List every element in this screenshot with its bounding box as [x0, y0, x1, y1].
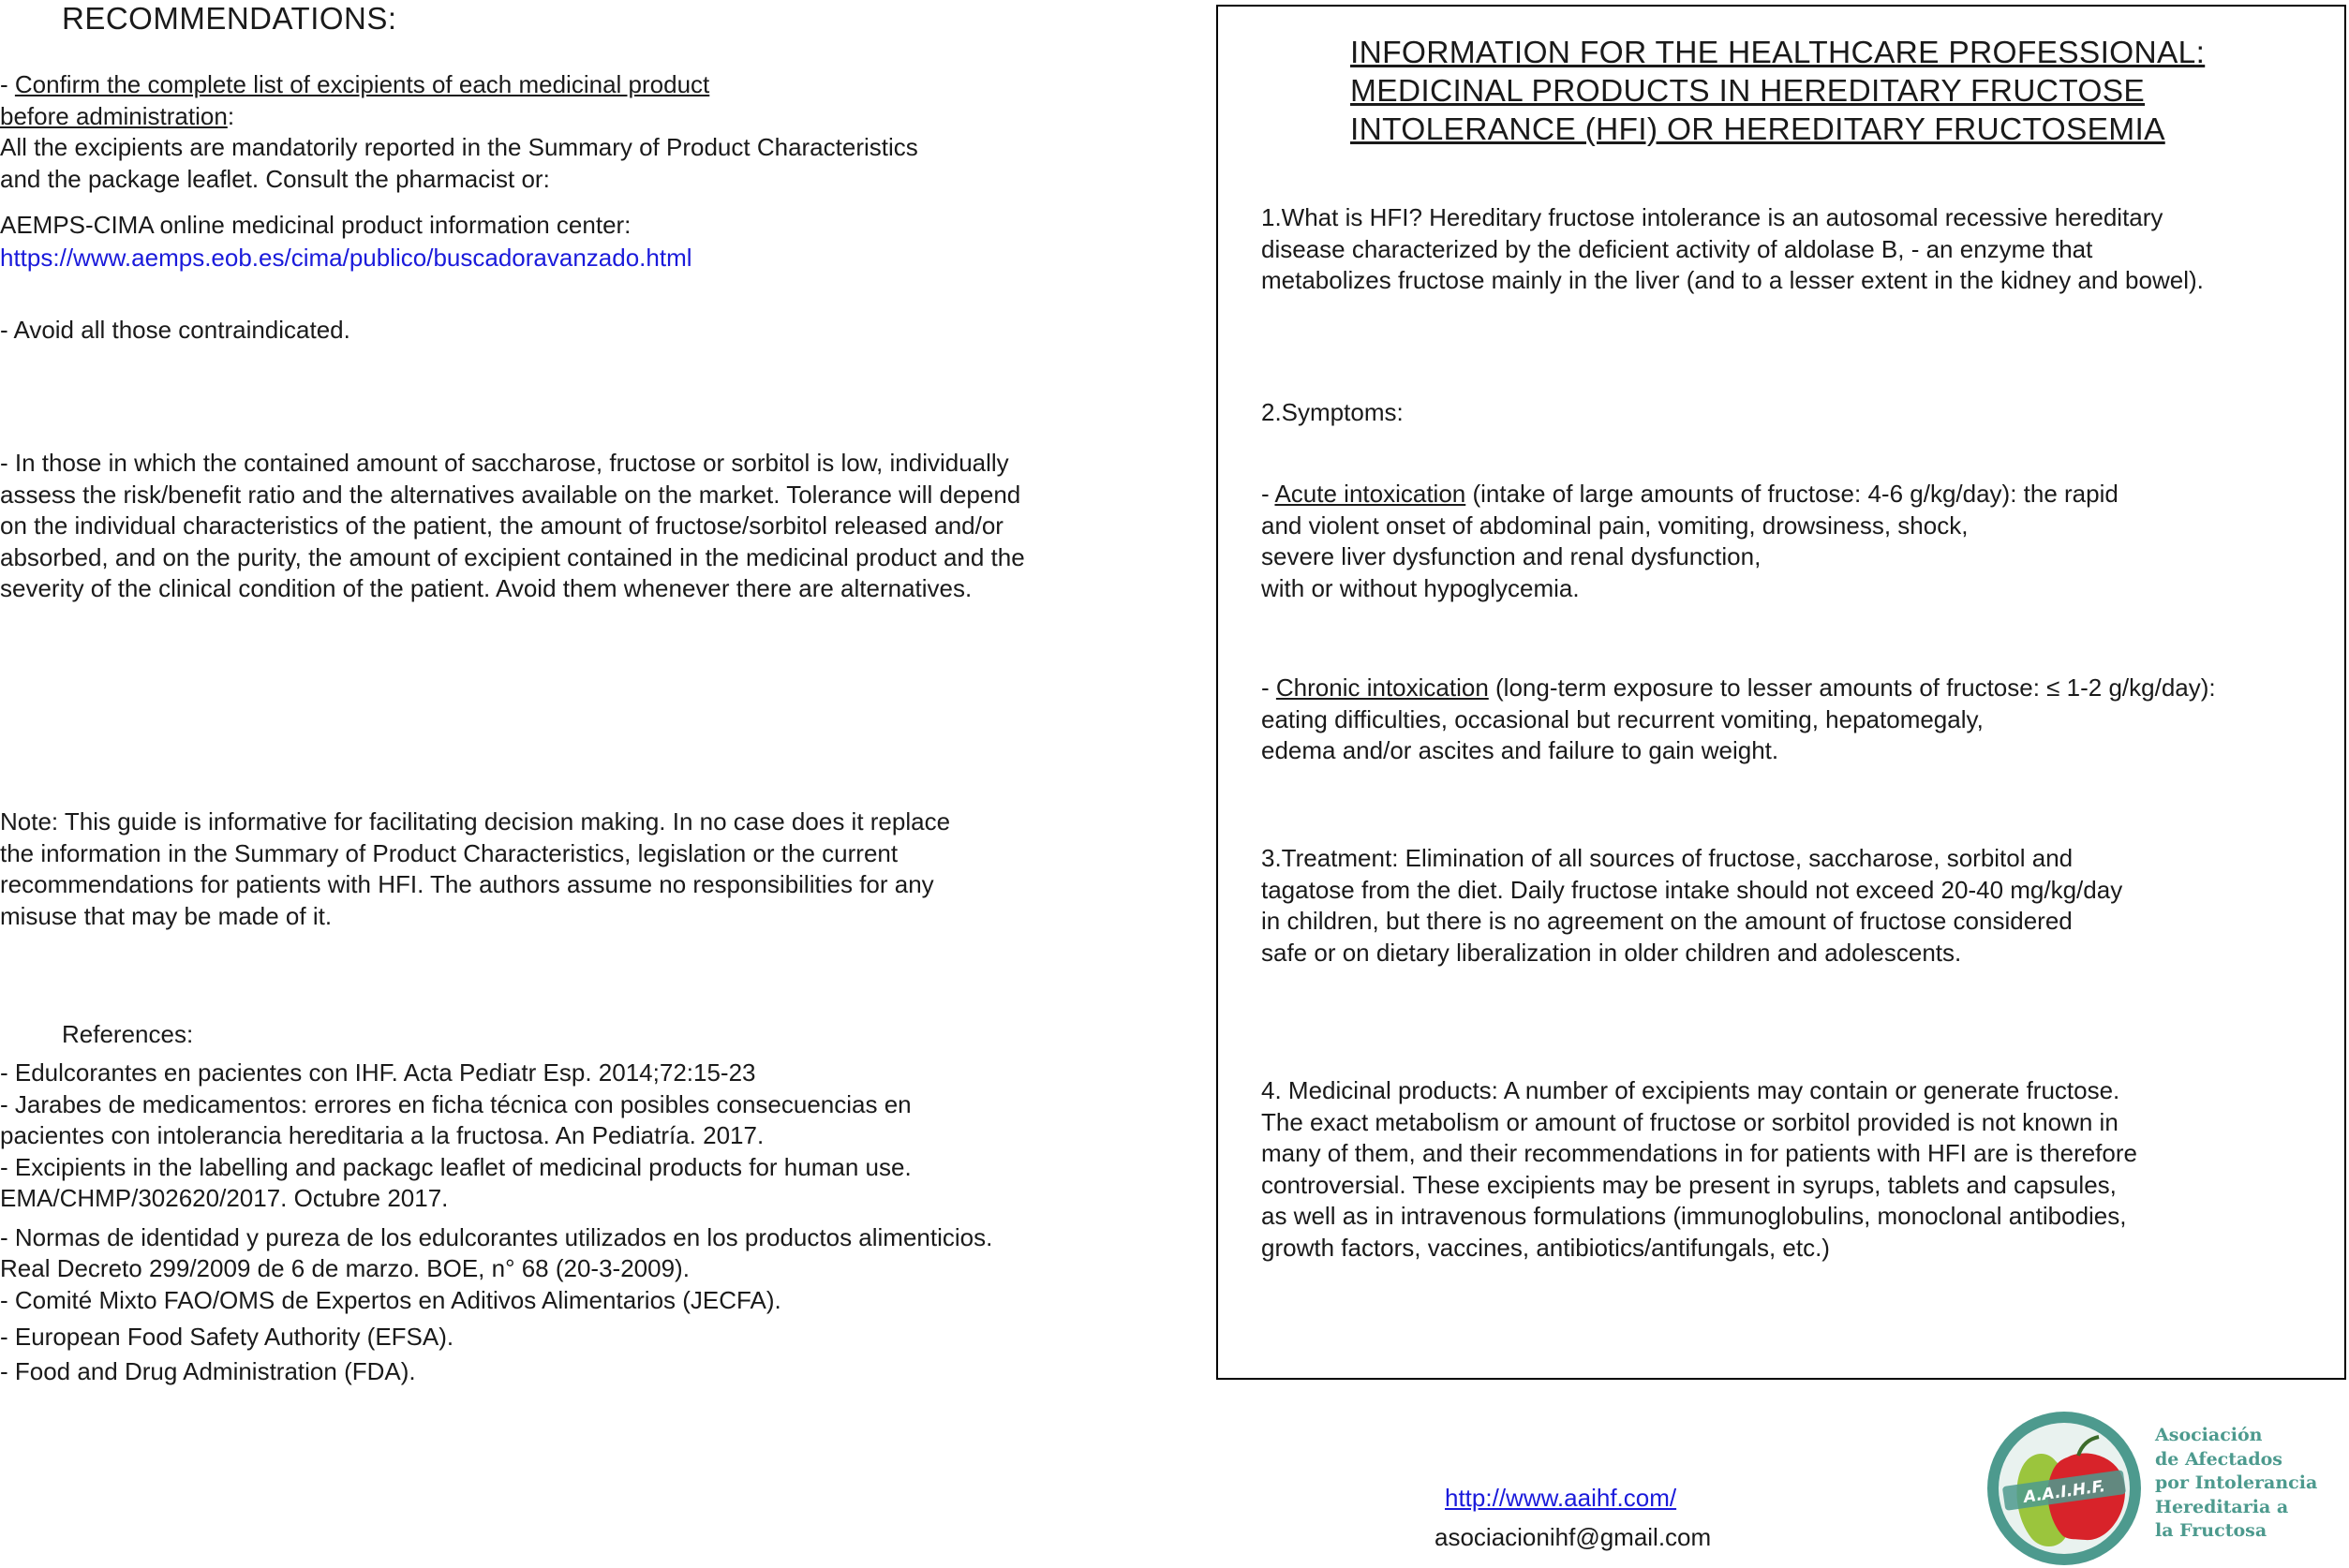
confirm-line-3: All the excipients are mandatorily reported in the Summary of Product Characteristics	[0, 133, 918, 161]
medicinal-line: many of them, and their recommendations in for patients with HFI are is therefore	[1261, 1139, 2137, 1167]
assess-line: assess the risk/benefit ratio and the alternatives available on the market. Tolerance will depend	[0, 480, 1021, 509]
acute-line: and violent onset of abdominal pain, vomiting, drowsiness, shock,	[1261, 510, 1969, 540]
confirm-line-1: - Confirm the complete list of excipients of each medicinal product	[0, 70, 710, 98]
reference-item: Real Decreto 299/2009 de 6 de marzo. BOE, n° 68 (20-3-2009).	[0, 1254, 690, 1282]
treatment-line: safe or on dietary liberalization in older children and adolescents.	[1261, 938, 1962, 967]
medicinal-products-section	[1261, 1075, 2137, 1264]
symptoms-heading: 2.Symptoms:	[1261, 398, 1404, 426]
association-name-line: la Fructosa	[2155, 1520, 2267, 1541]
treatment-section	[1261, 843, 2122, 969]
what-is-hfi-section	[1261, 202, 2204, 297]
avoid-contraindicated: - Avoid all those contraindicated.	[0, 316, 350, 344]
chronic-intoxication-term: Chronic intoxication	[1275, 673, 1489, 702]
logo-badge-text: A.A.I.H.F.	[2022, 1476, 2107, 1507]
acute-line: severe liver dysfunction and renal dysfunction,	[1261, 542, 1762, 570]
acute-intoxication-section	[1261, 479, 2119, 604]
medicinal-line: growth factors, vaccines, antibiotics/antifungals, etc.)	[1261, 1233, 1830, 1262]
assess-risk-block	[0, 448, 1025, 605]
reference-item: EMA/CHMP/302620/2017. Octubre 2017.	[0, 1184, 449, 1212]
association-logo-icon	[1985, 1409, 2144, 1568]
assess-line: on the individual characteristics of the patient, the amount of fructose/sorbitol released and/or	[0, 511, 1004, 540]
aemps-label: AEMPS-CIMA online medicinal product information center:	[0, 211, 632, 239]
references-list	[0, 1058, 992, 1387]
confirm-excipients-block	[0, 69, 918, 195]
reference-item: - Comité Mixto FAO/OMS de Expertos en Aditivos Alimentarios (JECFA).	[0, 1285, 781, 1314]
chronic-intoxication-section	[1261, 673, 2216, 767]
note-line: the information in the Summary of Product Characteristics, legislation or the current	[0, 838, 899, 867]
reference-item: - Food and Drug Administration (FDA).	[0, 1356, 416, 1385]
treatment-line: tagatose from the diet. Daily fructose intake should not exceed 20-40 mg/kg/day	[1261, 875, 2123, 904]
assess-line: severity of the clinical condition of the patient. Avoid them whenever there are alternatives.	[0, 574, 973, 602]
reference-item: pacientes con intolerancia hereditaria a la fructosa. An Pediatría. 2017.	[0, 1121, 765, 1149]
panel-title	[1350, 34, 2205, 149]
note-line: Note: This guide is informative for facilitating decision making. In no case does it replace	[0, 807, 951, 836]
aemps-link[interactable]: https://www.aemps.eob.es/cima/publico/buscadoravanzado.html	[0, 244, 692, 272]
medicinal-line: 4. Medicinal products: A number of excipients may contain or generate fructose.	[1261, 1076, 2120, 1104]
panel-title-line: INFORMATION FOR THE HEALTHCARE PROFESSIONAL:	[1350, 36, 2206, 70]
medicinal-line: The exact metabolism or amount of fructose or sorbitol provided is not known in	[1261, 1107, 2119, 1136]
reference-item: - Jarabes de medicamentos: errores en ficha técnica con posibles consecuencias en	[0, 1089, 912, 1118]
association-website-link[interactable]: http://www.aaihf.com/	[1445, 1484, 1677, 1512]
assess-line: - In those in which the contained amount of saccharose, fructose or sorbitol is low, individually	[0, 449, 1009, 477]
medicinal-line: controversial. These excipients may be present in syrups, tablets and capsules,	[1261, 1170, 2117, 1199]
panel-title-line: INTOLERANCE (HFI) OR HEREDITARY FRUCTOSEMIA	[1350, 112, 2165, 147]
association-name-line: por Intolerancia	[2155, 1472, 2318, 1493]
note-line: misuse that may be made of it.	[0, 901, 333, 930]
assess-line: absorbed, and on the purity, the amount of excipient contained in the medicinal product and the	[0, 542, 1025, 571]
references-heading: References:	[62, 1020, 194, 1048]
what-is-line: 1.What is HFI? Hereditary fructose intolerance is an autosomal recessive hereditary	[1261, 203, 2163, 231]
reference-item: - Edulcorantes en pacientes con IHF. Acta Pediatr Esp. 2014;72:15-23	[0, 1058, 756, 1087]
disclaimer-note	[0, 806, 950, 932]
association-name-line: Asociación	[2155, 1425, 2263, 1445]
what-is-line: metabolizes fructose mainly in the liver (and to a lesser extent in the kidney and bowel).	[1261, 266, 2204, 294]
association-name	[2155, 1424, 2317, 1544]
treatment-line: in children, but there is no agreement on the amount of fructose considered	[1261, 907, 2073, 935]
medicinal-line: as well as in intravenous formulations (immunoglobulins, monoclonal antibodies,	[1261, 1202, 2127, 1230]
panel-title-line: MEDICINAL PRODUCTS IN HEREDITARY FRUCTOSE	[1350, 74, 2146, 109]
note-line: recommendations for patients with HFI. The authors assume no responsibilities for any	[0, 870, 934, 898]
association-name-line: de Afectados	[2155, 1448, 2282, 1470]
treatment-line: 3.Treatment: Elimination of all sources of fructose, saccharose, sorbitol and	[1261, 844, 2074, 872]
association-name-line: Hereditaria a	[2155, 1496, 2289, 1517]
acute-intoxication-term: Acute intoxication	[1274, 480, 1466, 508]
contact-email: asociacionihf@gmail.com	[1435, 1523, 1712, 1551]
what-is-line: disease characterized by the deficient activity of aldolase B, - an enzyme that	[1261, 234, 2093, 263]
chronic-line: edema and/or ascites and failure to gain weight.	[1261, 736, 1779, 764]
reference-item: - Excipients in the labelling and packagc leaflet of medicinal products for human use.	[0, 1152, 912, 1181]
confirm-line-2: before administration:	[0, 101, 235, 130]
chronic-first-line: - Chronic intoxication (long-term exposure to lesser amounts of fructose: ≤ 1-2 g/kg/day):	[1261, 673, 2216, 702]
confirm-line-4: and the package leaflet. Consult the pharmacist or:	[0, 164, 550, 193]
chronic-line: eating difficulties, occasional but recurrent vomiting, hepatomegaly,	[1261, 704, 1984, 733]
acute-line: with or without hypoglycemia.	[1261, 573, 1580, 602]
recommendations-heading: RECOMMENDATIONS:	[62, 1, 397, 36]
reference-item: - European Food Safety Authority (EFSA).	[0, 1323, 454, 1351]
reference-item: - Normas de identidad y pureza de los edulcorantes utilizados en los productos alimenticios.	[0, 1222, 993, 1251]
acute-first-line: - Acute intoxication (intake of large amounts of fructose: 4-6 g/kg/day): the rapid	[1261, 480, 2119, 508]
